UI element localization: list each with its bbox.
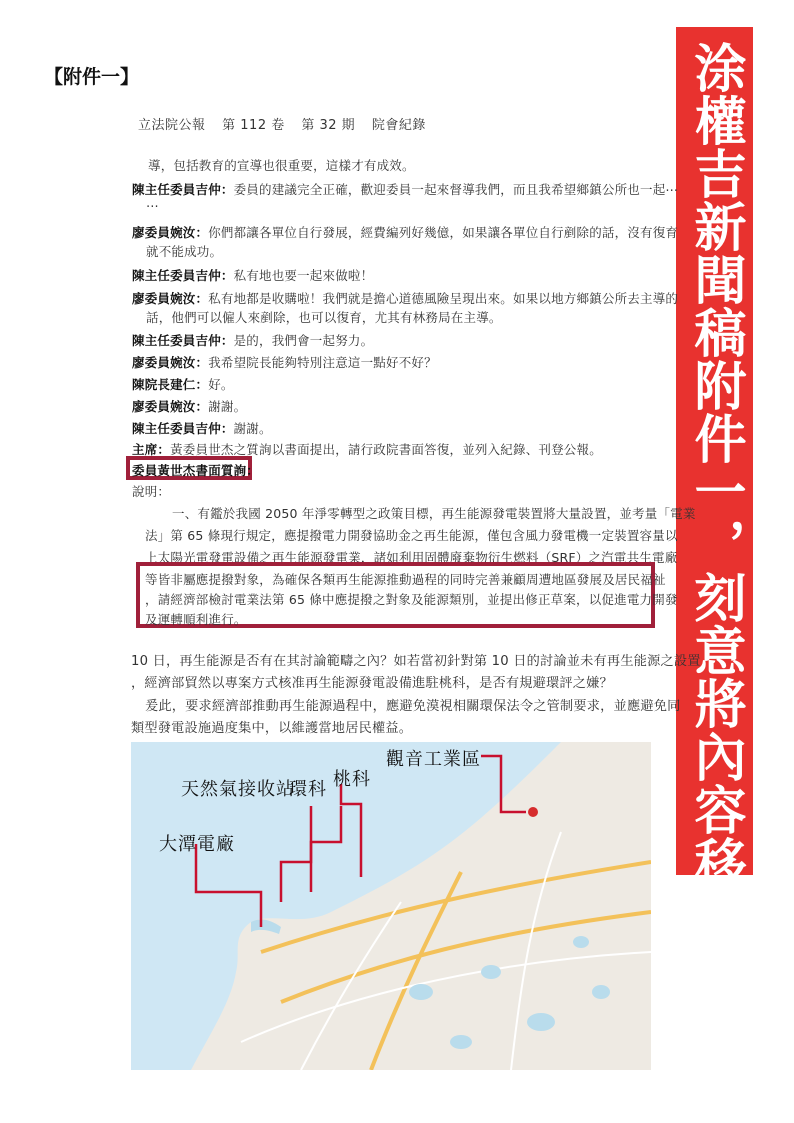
headline-banner-text: 涂權吉新聞稿附件一，刻意將內容移花接木 — [685, 41, 745, 1048]
transcript-line: ⋯ — [146, 198, 159, 213]
gas-station-leader — [311, 806, 341, 892]
transcript-line: 廖委員婉汝：私有地都是收購啦！我們就是擔心道德風險呈現出來。如果以地方鄉鎮公所去主導的 — [132, 291, 679, 306]
map-label-huanke: 環科 — [289, 779, 327, 800]
map-label-guanyin: 觀音工業區 — [386, 749, 481, 770]
inquiry-body-line: 一、有鑑於我國 2050 年淨零轉型之政策目標，再生能源發電裝置將大量設置，並考量「電業 — [172, 506, 696, 521]
journal-issue: 第 32 期 — [301, 118, 356, 133]
transcript-line: 廖委員婉汝：你們都讓各單位自行發展，經費編列好幾億，如果讓各單位自行剷除的話，沒有復育 — [132, 225, 679, 240]
lower-body-line: 10 日，再生能源是否有在其討論範疇之內？如若當初針對第 10 日的討論並未有再生能源之設置 — [131, 654, 701, 669]
taoke-leader — [341, 784, 361, 877]
inquiry-body-line: ，請經濟部檢討電業法第 65 條中應提撥之對象及能源類別，並提出修正草案，以促進電力開發 — [145, 592, 678, 607]
datan-leader — [196, 844, 261, 927]
transcript-line: 陳主任委員吉仲：委員的建議完全正確，歡迎委員一起來督導我們，而且我希望鄉鎮公所也一起⋯ — [132, 182, 679, 197]
transcript-line: 話，他們可以僱人來剷除，也可以復育，尤其有林務局在主導。 — [146, 310, 502, 325]
transcript-line: 廖委員婉汝：我希望院長能夠特別注意這一點好不好？ — [132, 355, 437, 370]
inquiry-heading: 委員黃世杰書面質詢： — [132, 463, 260, 478]
transcript-line: 就不能成功。 — [146, 244, 223, 259]
map-label-datan: 大潭電廠 — [159, 834, 235, 855]
inquiry-body-line: 及運轉順利進行。 — [145, 612, 247, 627]
transcript-line: 導，包括教育的宣導也很重要，這樣才有成效。 — [148, 158, 415, 173]
journal-section: 院會紀錄 — [371, 118, 426, 133]
explanation-label: 說明： — [132, 484, 171, 499]
journal-header — [138, 114, 438, 133]
transcript-line: 陳主任委員吉仲：謝謝。 — [132, 421, 272, 436]
map-label-gas-station: 天然氣接收站 — [181, 779, 295, 800]
inquiry-body-line: 等皆非屬應提撥對象，為確保各類再生能源推動過程的同時完善兼顧周遭地區發展及居民福祉 — [145, 572, 666, 587]
transcript-line: 陳主任委員吉仲：是的，我們會一起努力。 — [132, 333, 374, 348]
transcript-line: 主席：黃委員世杰之質詢以書面提出，請行政院書面答復，並列入紀錄、刊登公報。 — [132, 442, 602, 457]
journal-volume: 第 112 卷 — [222, 118, 285, 133]
lower-body-line: 類型發電設施過度集中，以維護當地居民權益。 — [131, 721, 413, 736]
lower-body-line: ，經濟部貿然以專案方式核准再生能源發電設備進駐桃科，是否有規避環評之嫌？ — [131, 676, 613, 691]
headline-banner — [676, 27, 753, 1048]
transcript-line: 廖委員婉汝：謝謝。 — [132, 399, 247, 414]
area-map — [131, 742, 651, 1070]
map-label-taoke: 桃科 — [333, 769, 371, 790]
transcript-line: 陳主任委員吉仲：私有地也要一起來做啦！ — [132, 268, 374, 283]
attachment-label: 【附件一】 — [44, 66, 140, 88]
inquiry-body-line: 上太陽光電發電設備之再生能源發電業，諸如利用固體廢棄物衍生燃料（SRF）之汽電共生電廠 — [145, 550, 678, 565]
inquiry-body-line: 法」第 65 條現行規定，應提撥電力開發協助金之再生能源，僅包含風力發電機一定裝置容量以 — [145, 528, 678, 543]
huanke-leader — [281, 806, 311, 902]
lower-body-line: 爰此，要求經濟部推動再生能源過程中，應避免漠視相關環保法令之管制要求，並應避免同 — [145, 699, 681, 714]
journal-publication: 立法院公報 — [138, 118, 206, 133]
transcript-line: 陳院長建仁：好。 — [132, 377, 234, 392]
